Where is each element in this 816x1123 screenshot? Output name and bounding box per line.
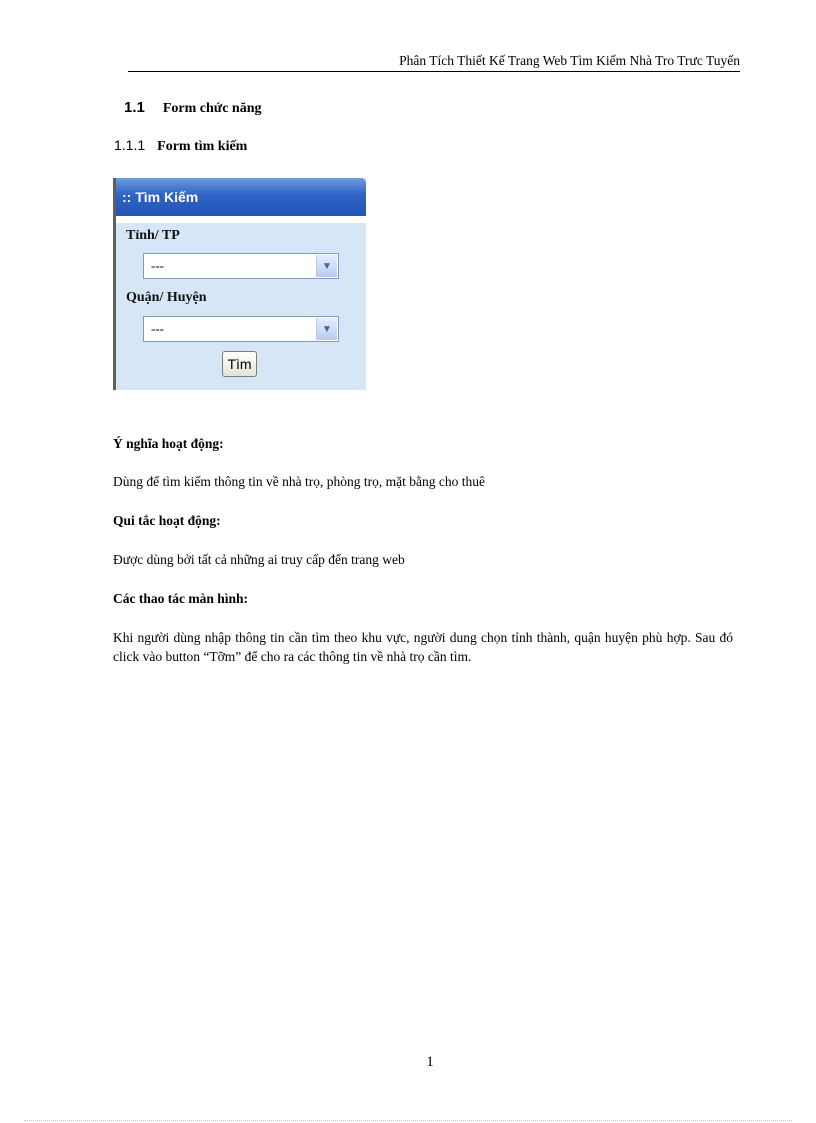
district-label: Quận/ Huyện <box>126 290 207 305</box>
actions-text: Khi người dùng nhập thông tin cần tìm theo khu vực, người dung chọn tỉnh thành, quận huyện phù hợp. Sau đó click vào button “Tỡm” để cho ra các thông tin về nhà trọ cần tìm. <box>113 630 733 664</box>
rules-heading: Qui tắc hoạt động: <box>113 513 221 528</box>
header-divider <box>116 216 366 223</box>
province-select[interactable] <box>143 253 339 279</box>
search-button[interactable]: Tìm <box>222 351 257 377</box>
province-select-value: --- <box>151 258 164 273</box>
section-heading <box>124 99 261 117</box>
subsection-title: Form tìm kiếm <box>157 139 248 154</box>
subsection-heading <box>114 137 247 155</box>
search-form-header <box>116 178 366 216</box>
actions-heading: Các thao tác màn hình: <box>113 591 249 606</box>
search-form-title: :: Tìm Kiếm <box>122 189 199 205</box>
meaning-heading: Ý nghĩa hoạt động: <box>113 436 224 451</box>
page-bottom-divider <box>24 1120 792 1121</box>
page-number: 1 <box>426 1054 434 1070</box>
meaning-text: Dùng để tìm kiếm thông tin về nhà trọ, phòng trọ, mặt bằng cho thuê <box>113 474 485 489</box>
section-number: 1.1 <box>124 99 145 116</box>
rules-text: Được dùng bởi tất cả những ai truy cấp đến trang web <box>113 552 405 567</box>
chevron-down-icon[interactable]: ▼ <box>316 318 337 340</box>
chevron-down-icon[interactable]: ▼ <box>316 255 337 277</box>
district-select[interactable] <box>143 316 339 342</box>
section-title: Form chức năng <box>162 101 262 116</box>
province-label: Tỉnh/ TP <box>126 228 180 243</box>
district-select-value: --- <box>151 321 164 336</box>
running-header: Phân Tích Thiết Kế Trang Web Tìm Kiếm Nhà Tro Trưc Tuyến <box>128 52 740 72</box>
subsection-number: 1.1.1 <box>114 137 146 153</box>
